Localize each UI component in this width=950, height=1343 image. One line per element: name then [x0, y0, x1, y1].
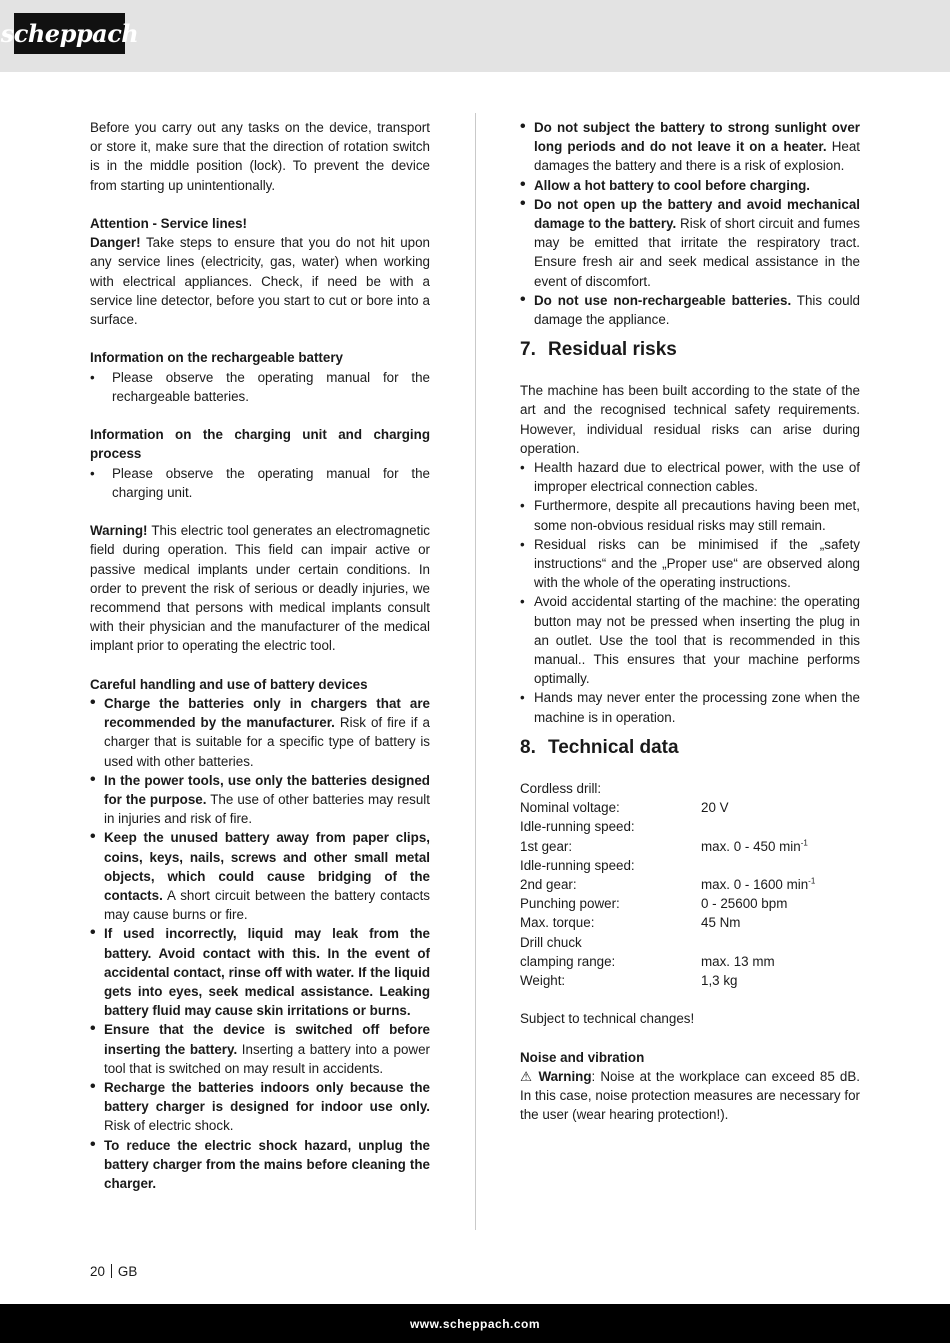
spec-label: Idle-running speed: [520, 819, 635, 835]
spec-label: Max. torque: [520, 915, 595, 931]
section-number: 7. [520, 339, 536, 361]
battery-safety-list [520, 118, 860, 329]
table-row [520, 894, 860, 913]
battery-info-heading: Information on the rechargeable battery [90, 350, 343, 366]
section-heading [520, 338, 860, 362]
residual-risks-list [520, 458, 860, 727]
list-item [90, 771, 430, 829]
danger-label: Danger! [90, 235, 141, 251]
technical-data-section-title [520, 736, 860, 760]
spec-label: Cordless drill: [520, 780, 602, 796]
item-bold: Recharge the batteries indoors only because the battery charger is designed for indoor use only. [104, 1080, 430, 1115]
spec-label: Nominal voltage: [520, 800, 620, 816]
item-bold: In the power tools, use only the batteries designed for the purpose. [104, 772, 430, 808]
list-item [90, 828, 430, 924]
table-row [520, 952, 860, 971]
spec-label: Idle-running speed: [520, 857, 635, 873]
warning-label: Warning! [90, 523, 148, 539]
list-item [90, 1078, 430, 1136]
table-row [520, 971, 860, 990]
list-item [90, 924, 430, 1020]
page-number [90, 1264, 137, 1279]
list-item [90, 694, 430, 771]
list-item [520, 176, 860, 195]
spec-label: clamping range: [520, 953, 616, 969]
language-code: GB [117, 1264, 138, 1279]
residual-risks-section-title [520, 338, 860, 362]
page-header [0, 0, 950, 72]
list-item [520, 291, 860, 329]
battery-info-list [90, 368, 430, 406]
noise-paragraph [520, 1067, 860, 1125]
spec-value [701, 856, 860, 875]
item-text: Risk of fire if a charger that is suitable for a specific type of battery is used with other batteries. [104, 715, 430, 769]
section-number: 8. [520, 736, 536, 758]
left-column [90, 118, 430, 1193]
scheppach-logo: scheppach [14, 13, 125, 54]
section-title: Technical data [548, 736, 679, 758]
spec-value [701, 817, 860, 836]
spec-value: max. 0 - 1600 $\min^{-1}$ [701, 876, 816, 892]
spec-label: 2nd gear: [520, 876, 577, 892]
noise-warning-text: : Noise at the workplace can exceed 85 dB. In this case, noise protection measures are necessary for the user (wear hearing protection!). [520, 1068, 860, 1123]
warning-paragraph [90, 521, 430, 655]
list-item: • Please observe the operating manual for the charging unit. [90, 464, 430, 502]
list-item [520, 118, 860, 176]
charging-info-list [90, 464, 430, 502]
noise-warning-label: Warning [538, 1068, 592, 1084]
list-item: • Please observe the operating manual for the rechargeable batteries. [90, 368, 430, 406]
section-title: Residual risks [548, 339, 677, 361]
item-text: Inserting a battery into a power tool that is switched on may result in accidents. [104, 1041, 431, 1076]
spec-label: Punching power: [520, 896, 620, 912]
table-row [520, 913, 860, 932]
spec-value: 20 V [701, 800, 729, 816]
service-lines-paragraph [90, 233, 430, 329]
spec-value [701, 933, 860, 952]
table-row [520, 933, 860, 952]
spec-label: 1st gear: [520, 838, 573, 854]
list-item: • Avoid accidental starting of the machine: the operating button may not be pressed when inserting the plug in an outlet. Use the tool that is recommended in this manual.. This ensures that your machine performs optimally. [520, 592, 860, 688]
website-link[interactable]: www.scheppach.com [409, 1316, 541, 1331]
table-row [520, 817, 860, 836]
careful-handling-heading: Careful handling and use of battery devices [90, 676, 368, 692]
item-bold: Do not use non-rechargeable batteries. [534, 292, 792, 308]
item-text: Risk of short circuit and fumes may be emitted that irritate the respiratory tract. Ensure fresh air and seek medical assistance in the event of discomfort. [534, 216, 860, 289]
page-number-value: 20 [90, 1264, 105, 1279]
list-item: • Residual risks can be minimised if the „safety instructions“ and the „Proper use“ are observed along with the whole of the operating instructions. [520, 535, 860, 593]
technical-changes-note: Subject to technical changes! [520, 1011, 695, 1027]
warning-text: This electric tool generates an electromagnetic field during operation. This field can impair active or passive medical implants under certain conditions. In order to prevent the risk of serious or deadly injuries, we recommend that persons with medical implants consult with their physician and the manufacturer of the medical implant prior to operating the electric tool. [90, 523, 430, 654]
item-bold: Charge the batteries only in chargers that are recommended by the manufacturer. [104, 696, 430, 731]
section-heading [520, 736, 860, 760]
spec-label: Drill chuck [520, 934, 582, 950]
item-bold: If used incorrectly, liquid may leak from the battery. Avoid contact with this. In the event of accidental contact, rinse off with water. If the liquid gets into eyes, seek medical assistance. Leaking battery fluid may cause skin irritations or burns. [104, 926, 430, 1019]
service-lines-heading: Attention - Service lines! [90, 216, 247, 231]
right-column [520, 118, 860, 1125]
technical-data-table [520, 779, 860, 990]
item-text: Heat damages the battery and there is a risk of explosion. [534, 139, 860, 174]
list-item: • Furthermore, despite all precautions having been met, some non-obvious residual risks may still remain. [520, 496, 860, 534]
list-item [90, 1020, 430, 1078]
spec-value: 0 - 25600 bpm [701, 896, 788, 912]
table-row [520, 875, 860, 894]
table-row [520, 779, 860, 798]
spec-value: 1,3 kg [701, 972, 738, 988]
warning-triangle-icon: ⚠ [520, 1068, 534, 1084]
item-text: A short circuit between the battery contacts may cause burns or fire. [104, 888, 430, 923]
spec-value: max. 0 - 450 $\min^{-1}$ [701, 838, 808, 854]
item-bold: Do not subject the battery to strong sunlight over long periods and do not leave it on a heater. [534, 120, 860, 155]
item-bold: To reduce the electric shock hazard, unplug the battery charger from the mains before cleaning the charger. [104, 1137, 430, 1192]
residual-intro: The machine has been built according to the state of the art and the recognised technical safety requirements. However, individual residual risks can arise during operation. [520, 383, 860, 456]
table-row [520, 837, 860, 856]
item-bold: Do not open up the battery and avoid mechanical damage to the battery. [534, 196, 860, 232]
list-item [520, 195, 860, 291]
item-bold: Ensure that the device is switched off before inserting the battery. [104, 1022, 430, 1057]
list-item [90, 1136, 430, 1194]
spec-value: 45 Nm [701, 915, 741, 931]
careful-handling-list [90, 694, 430, 1193]
item-bold: Allow a hot battery to cool before charging. [534, 177, 811, 193]
footer-bar [0, 1304, 950, 1343]
noise-vibration-heading: Noise and vibration [520, 1049, 645, 1065]
item-text: Risk of electric shock. [104, 1118, 234, 1134]
spec-value: max. 13 mm [701, 953, 775, 969]
column-divider [475, 113, 476, 1230]
list-item: • Health hazard due to electrical power, with the use of improper electrical connection cables. [520, 458, 860, 496]
spec-label: Weight: [520, 972, 566, 988]
table-row [520, 856, 860, 875]
intro-paragraph: Before you carry out any tasks on the device, transport or store it, make sure that the direction of rotation switch is in the middle position (lock). To prevent the device from starting up unintentionally. [90, 120, 430, 193]
charging-info-heading: Information on the charging unit and charging process [90, 427, 430, 462]
item-bold: Keep the unused battery away from paper clips, coins, keys, nails, screws and other small metal objects, which could cause bridging of the contacts. [104, 830, 430, 904]
list-item: • Hands may never enter the processing zone when the machine is in operation. [520, 688, 860, 726]
item-text: The use of other batteries may result in injuries and risk of fire. [104, 792, 430, 827]
item-text: This could damage the appliance. [534, 292, 860, 328]
table-row [520, 798, 860, 817]
service-lines-text: Take steps to ensure that you do not hit upon any service lines (electricity, gas, water) when working with electrical appliances. Check, if need be with a service line detector, before you start to cut or bore into a surface. [90, 235, 430, 328]
spec-value [701, 779, 860, 798]
page-separator [111, 1264, 112, 1278]
